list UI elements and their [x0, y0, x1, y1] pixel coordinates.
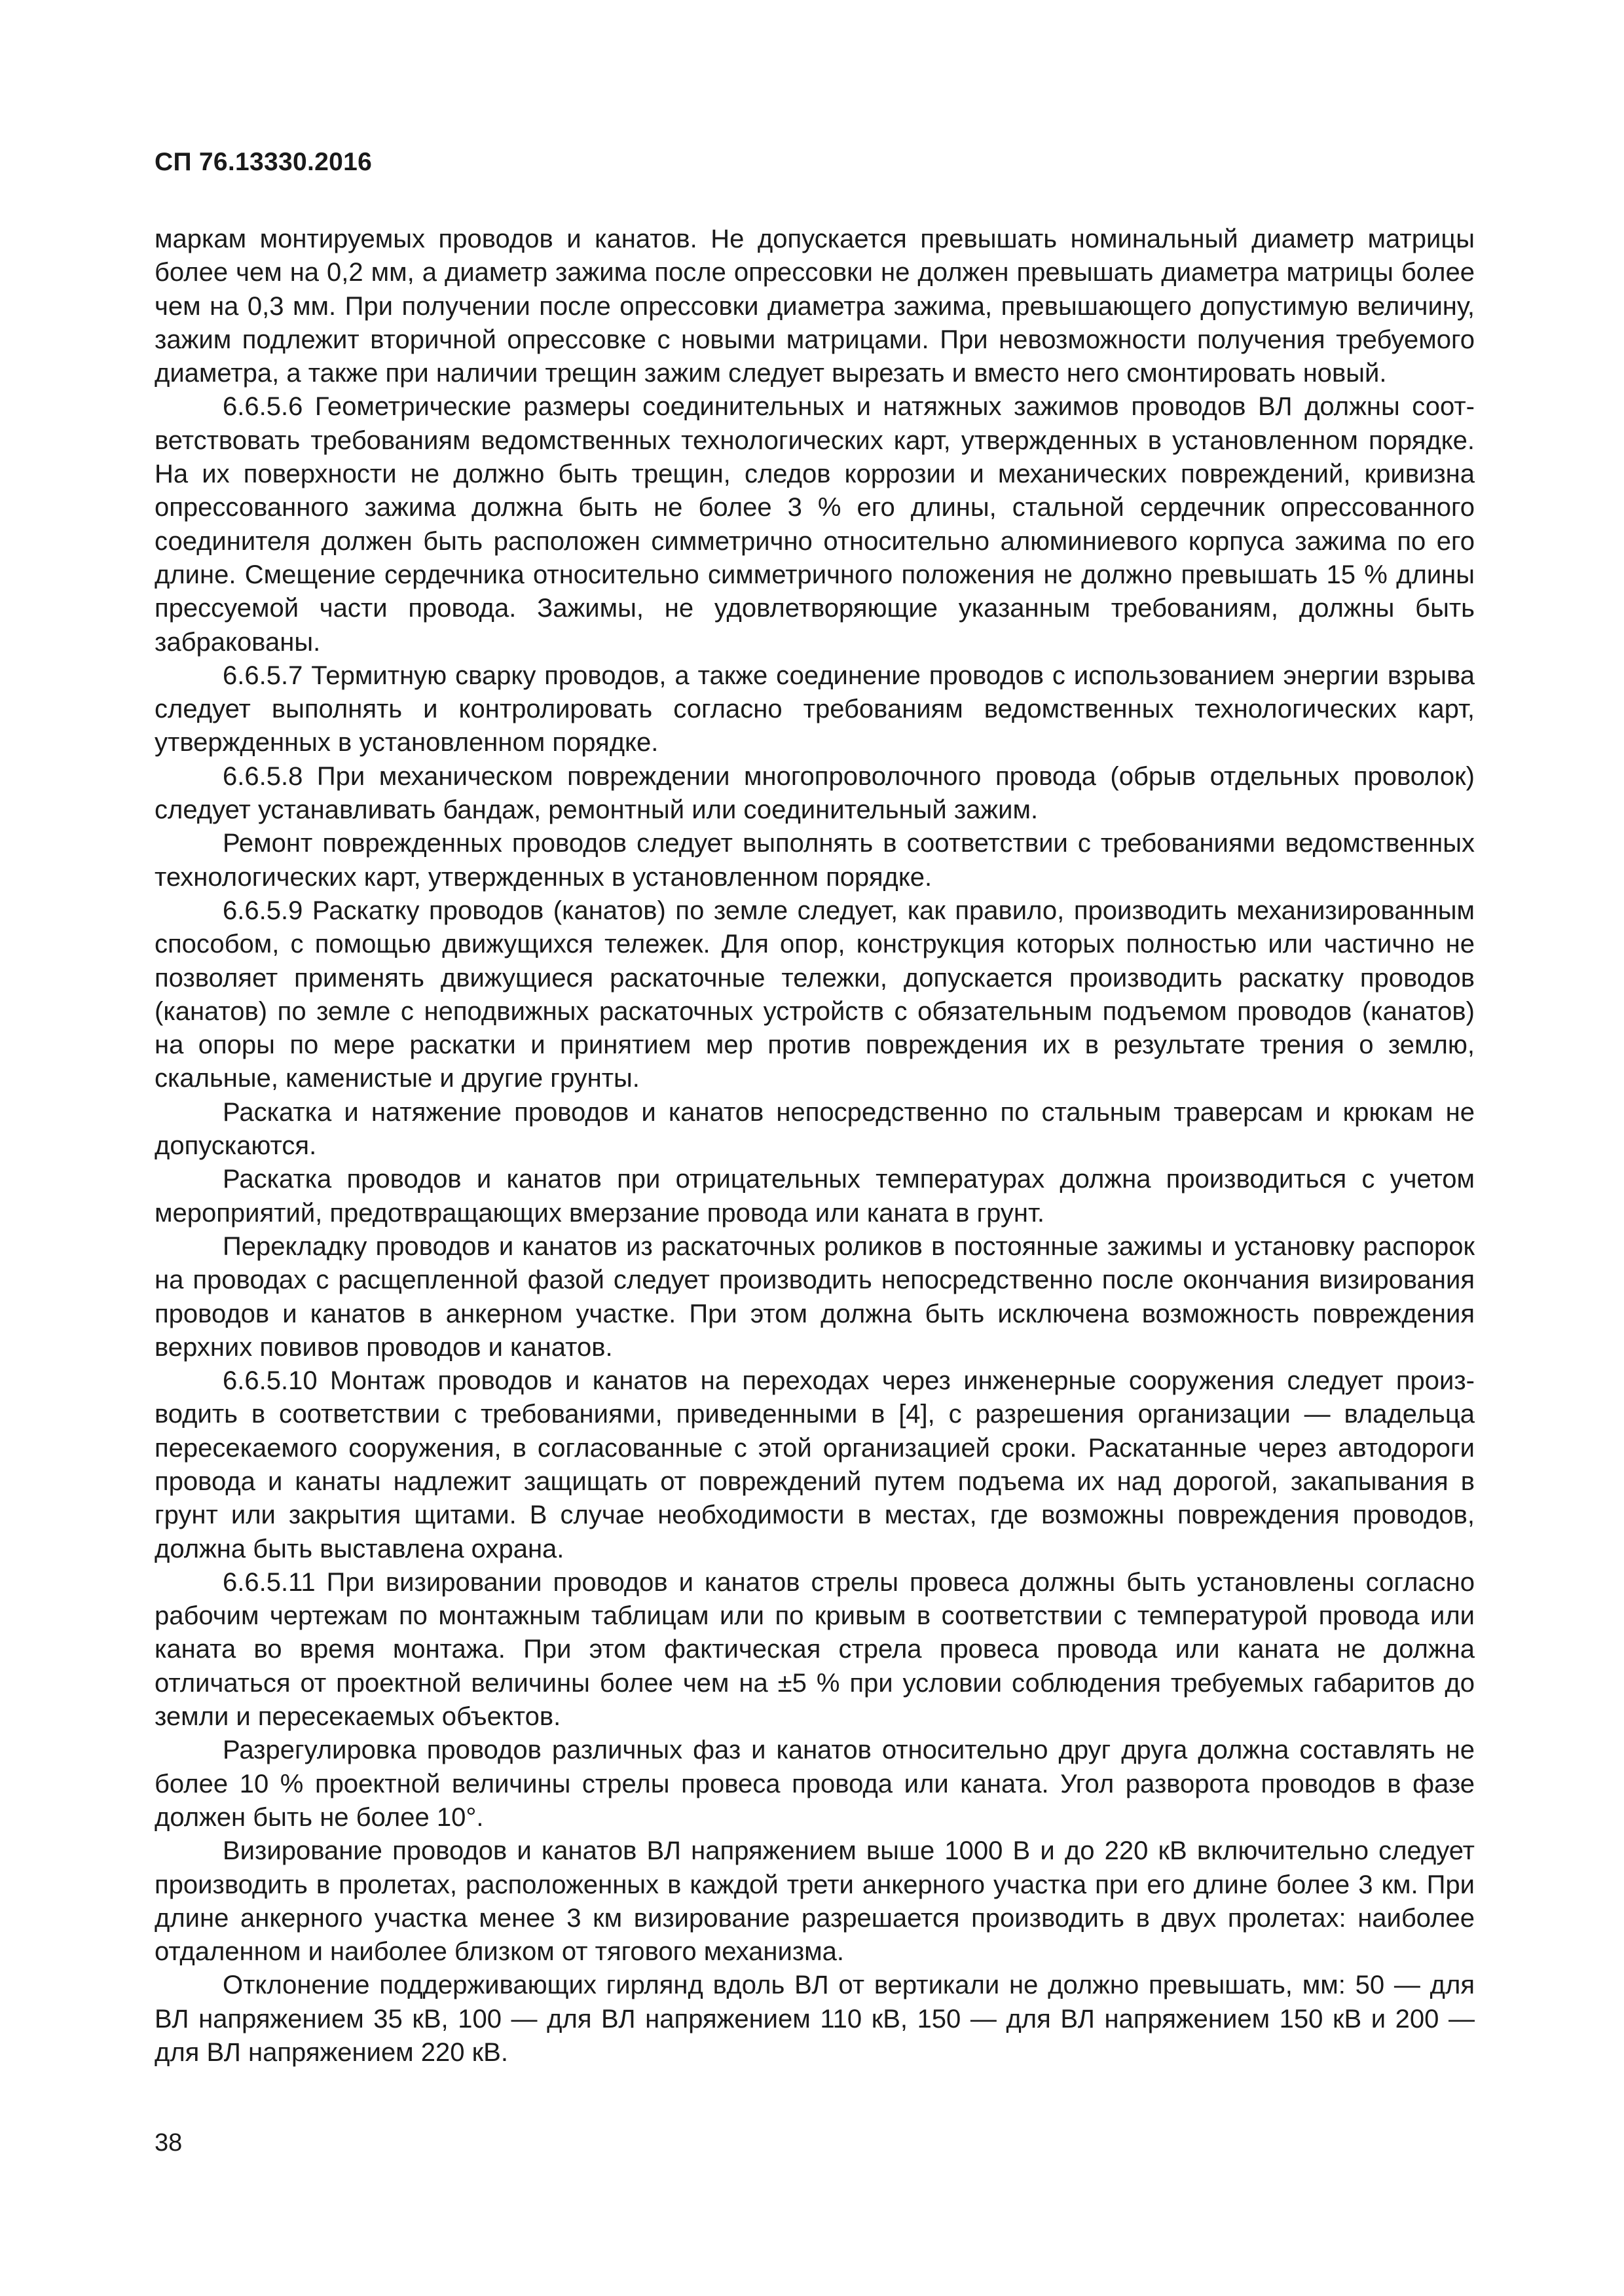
- paragraph-deviation: Отклонение поддерживающих гирлянд вдоль ВЛ от вертикали не должно превышать, мм: 50 — для ВЛ напряжением 35 кВ, 100 — для ВЛ напряжением 110 кВ, 150 — для ВЛ напряжением 150 кВ и 200 — для ВЛ напряжением 220 кВ.: [155, 1971, 1475, 2068]
- document-code-header: СП 76.13330.2016: [155, 148, 373, 176]
- document-body: [155, 223, 1475, 2069]
- paragraph-6-6-5-11: 6.6.5.11 При визировании проводов и канатов стрелы провеса должны быть установлены согласно рабочим чертежам по монтажным таблицам или по кривым в соответствии с температурой провода или каната во время монтажа. При этом фактическая стрела провеса провода или каната не должна отличаться от проектной величины более чем на ±5 % при условии соблюдения требуемых габаритов до земли и пересекаемых объектов.: [155, 1567, 1475, 1732]
- paragraph-6-6-5-7: 6.6.5.7 Термитную сварку проводов, а также соединение проводов с использованием энергии взрыва следует выполнять и контролировать согласно требованиям ведомственных технологических карт, утвержденных в установленном порядке.: [155, 661, 1475, 757]
- paragraph-transfer: Перекладку проводов и канатов из раскаточных роликов в постоянные зажимы и установку распорок на проводах с расщепленной фазой следует производить непосредственно после окончания визирования проводов и канатов в анкерном участке. При этом должна быть исключена возможность повреждения верхних повивов проводов и канатов.: [155, 1231, 1475, 1362]
- paragraph-negative-temperatures: Раскатка проводов и канатов при отрицательных температурах должна производиться с учетом мероприятий, предотвращающих вмерзание провода или каната в грунт.: [155, 1165, 1475, 1228]
- paragraph-deregulation: Разрегулировка проводов различных фаз и канатов относительно друг друга должна составлять не более 10 % проектной величины стрелы провеса провода или каната. Угол разворота проводов в фазе должен быть не более 10°.: [155, 1736, 1475, 1832]
- page-number: 38: [155, 2129, 183, 2157]
- paragraph-rolling-tension: Раскатка и натяжение проводов и канатов непосредственно по стальным траверсам и крюкам не допускаются.: [155, 1097, 1475, 1161]
- paragraph-6-6-5-6: 6.6.5.6 Геометрические размеры соединительных и натяжных зажимов проводов ВЛ должны соответствовать требованиям ведомственных технологических карт, утвержденных в установленном порядке. На их поверхности не должно быть трещин, следов коррозии и механических повреждений, кривизна опрессованного зажима должна быть не более 3 % его длины, стальной сердечник опрессованного соединителя должен быть расположен симметрично относительно алюминиевого корпуса зажима по его длине. Смещение сердечника относительно симметричного положения не должно превышать 15 % длины прессуемой части провода. Зажимы, не удовлетворяющие указанным требованиям, должны быть забракованы.: [155, 392, 1475, 657]
- paragraph-sighting: Визирование проводов и канатов ВЛ напряжением выше 1000 В и до 220 кВ включительно следует производить в пролетах, расположенных в каждой трети анкерного участка при его длине более 3 км. При длине анкерного участка менее 3 км визирование разрешается производить в двух пролетах: наиболее отдаленном и наиболее близком от тягового механизма.: [155, 1836, 1475, 1967]
- paragraph-6-6-5-9: 6.6.5.9 Раскатку проводов (канатов) по земле следует, как правило, производить механизированным способом, с помощью движущихся тележек. Для опор, конструкция которых полностью или частично не позволяет применять движущиеся раскаточные тележки, допускается производить раскатку проводов (канатов) по земле с неподвижных раскаточных устройств с обязательным подъемом проводов (канатов) на опоры по мере раскатки и принятием мер против повреждения их в результате трения о землю, скальные, каменистые и другие грунты.: [155, 896, 1475, 1093]
- paragraph-continuation: маркам монтируемых проводов и канатов. Не допускается превышать номинальный диаметр матрицы более чем на 0,2 мм, а диаметр зажима после опрессовки не должен превышать диаметра матрицы более чем на 0,3 мм. При получении после опрессовки диаметра зажима, превышающего допустимую величину, зажим подлежит вторичной опрессовке с новыми матрицами. При невозможности получения требуемого диаметра, а также при наличии трещин зажим следует вырезать и вместо него смонтировать новый.: [155, 225, 1475, 388]
- paragraph-6-6-5-10: 6.6.5.10 Монтаж проводов и канатов на переходах через инженерные сооружения следует производить в соответствии с требованиями, приведенными в [4], с разрешения организации — владельца пересекаемого сооружения, в согласованные с этой организацией сроки. Раскатанные через автодороги провода и канаты надлежит защищать от повреждений путем подъема их над дорогой, закапывания в грунт или закрытия щитами. В случае необходимости в местах, где возможны повреждения проводов, должна быть выставлена охрана.: [155, 1366, 1475, 1563]
- paragraph-6-6-5-8: 6.6.5.8 При механическом повреждении многопроволочного провода (обрыв отдельных проволок) следует устанавливать бандаж, ремонтный или соединительный зажим.: [155, 761, 1475, 825]
- paragraph-repair: Ремонт поврежденных проводов следует выполнять в соответствии с требованиями ведомственных технологических карт, утвержденных в установленном порядке.: [155, 829, 1475, 892]
